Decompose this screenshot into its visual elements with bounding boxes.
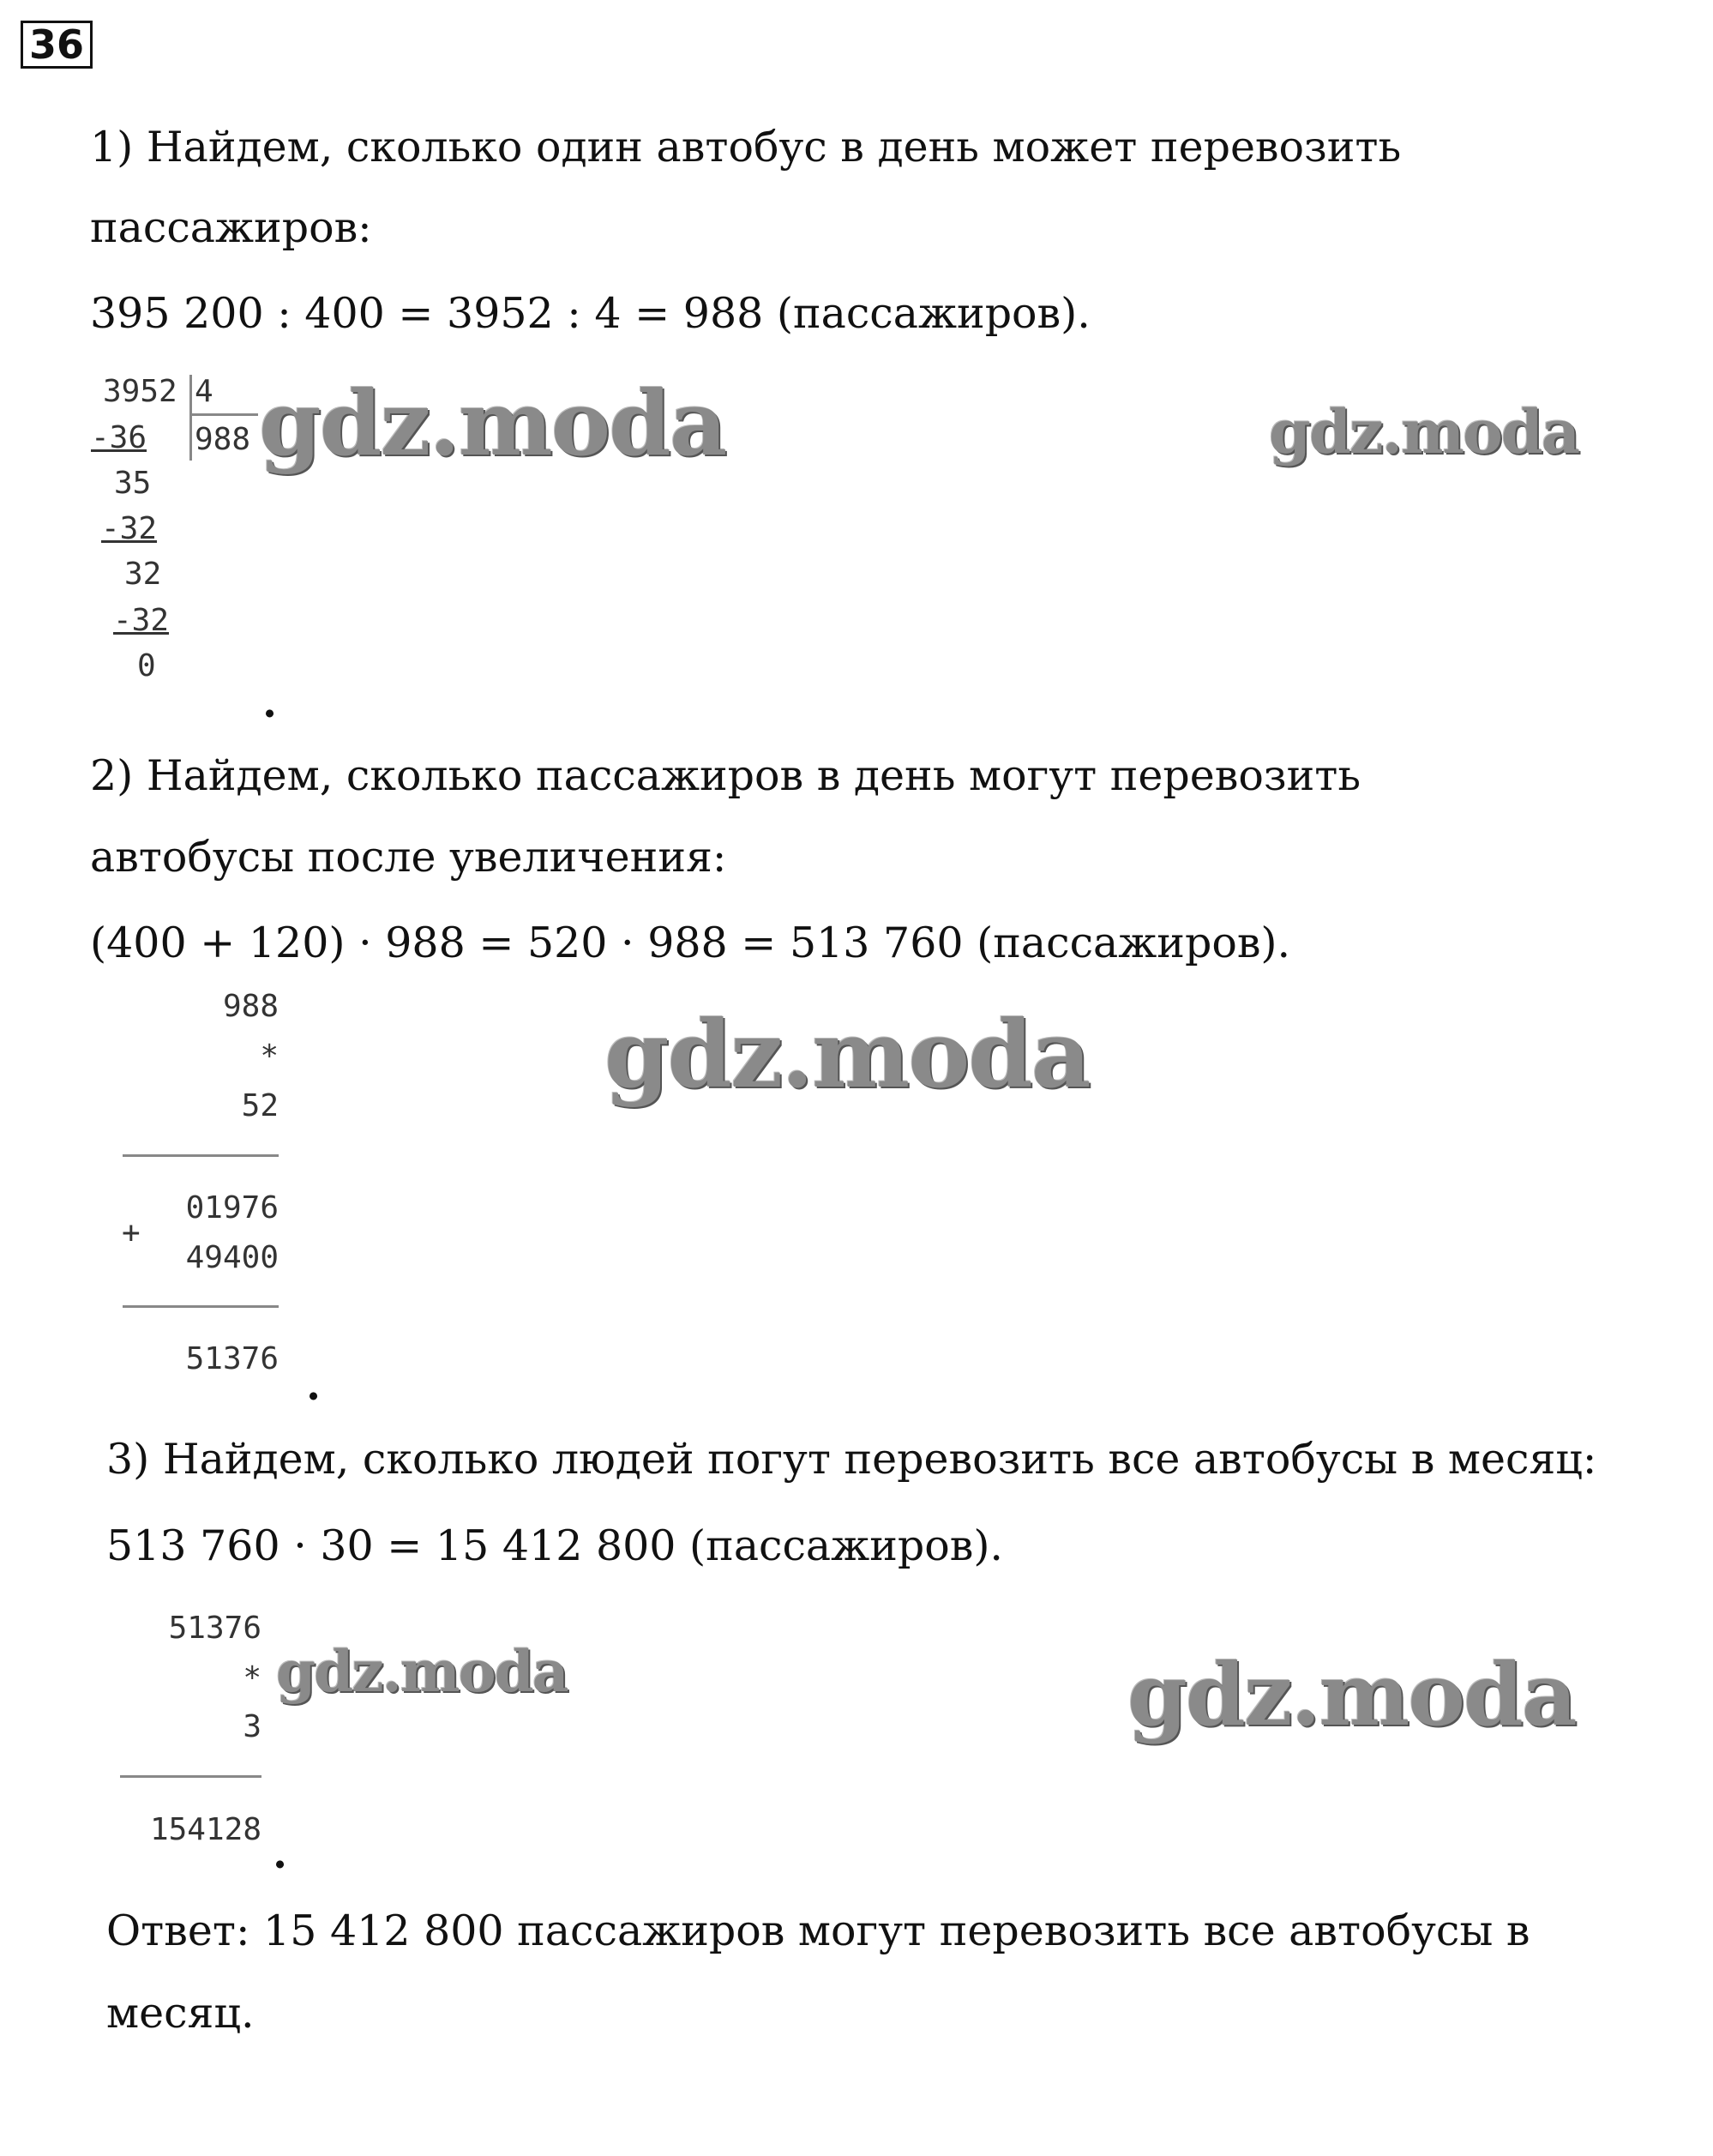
division-row: -32: [101, 511, 158, 546]
mult1-partial2: 49400: [185, 1240, 279, 1275]
mult2-result: 154128: [149, 1812, 261, 1847]
step3-equation: 513 760 · 30 = 15 412 800 (пассажиров).: [106, 1521, 1004, 1570]
division-row: -36: [91, 420, 147, 455]
watermark-logo: gdz.moda: [604, 1001, 1090, 1109]
step2-line2: автобусы после увеличения:: [90, 833, 727, 882]
mult1-bottom: 52: [241, 1088, 279, 1123]
task-number: 36: [21, 21, 93, 69]
step1-line2: пассажиров:: [90, 203, 372, 252]
division-row: -32: [113, 603, 170, 638]
watermark-logo: gdz.moda: [1127, 1644, 1576, 1745]
division-divisor: 4: [195, 374, 213, 409]
mult1-plus: +: [122, 1215, 141, 1250]
mult1-result: 51376: [185, 1341, 279, 1376]
division-quotient: 988: [195, 422, 251, 457]
mult1-line: [123, 1305, 279, 1308]
division-dividend: 3952: [103, 374, 177, 409]
step1-equation: 395 200 : 400 = 3952 : 4 = 988 (пассажиров).: [90, 289, 1091, 338]
division-row: 0: [137, 648, 156, 684]
mult2-line: [120, 1775, 261, 1778]
mult1-partial1: 01976: [185, 1190, 279, 1226]
mult2-op: *: [243, 1660, 261, 1695]
mult1-op: *: [260, 1039, 279, 1074]
watermark-logo: gdz.moda: [1269, 396, 1579, 467]
period-mark: .: [306, 1360, 322, 1410]
division-row: 32: [124, 557, 162, 592]
division-vertical-line: [189, 375, 192, 461]
watermark-logo: gdz.moda: [276, 1638, 568, 1705]
watermark-logo: gdz.moda: [259, 370, 726, 476]
mult2-bottom: 3: [243, 1709, 261, 1744]
mult2-top: 51376: [168, 1611, 261, 1646]
step1-line1: 1) Найдем, сколько один автобус в день может перевозить: [90, 123, 1402, 172]
period-mark: .: [262, 678, 278, 727]
division-horizontal-line: [189, 413, 258, 416]
mult1-line: [123, 1154, 279, 1157]
step2-line1: 2) Найдем, сколько пассажиров в день могут перевозить: [90, 751, 1361, 800]
step2-equation: (400 + 120) · 988 = 520 · 988 = 513 760 (пассажиров).: [90, 918, 1291, 967]
step3-line1: 3) Найдем, сколько людей погут перевозить все автобусы в месяц:: [106, 1435, 1597, 1484]
division-row: 35: [114, 466, 152, 501]
period-mark: .: [273, 1828, 288, 1878]
mult1-top: 988: [222, 989, 279, 1024]
answer-line2: месяц.: [106, 1989, 255, 2038]
answer-line1: Ответ: 15 412 800 пассажиров могут перевозить все автобусы в: [106, 1906, 1530, 1955]
